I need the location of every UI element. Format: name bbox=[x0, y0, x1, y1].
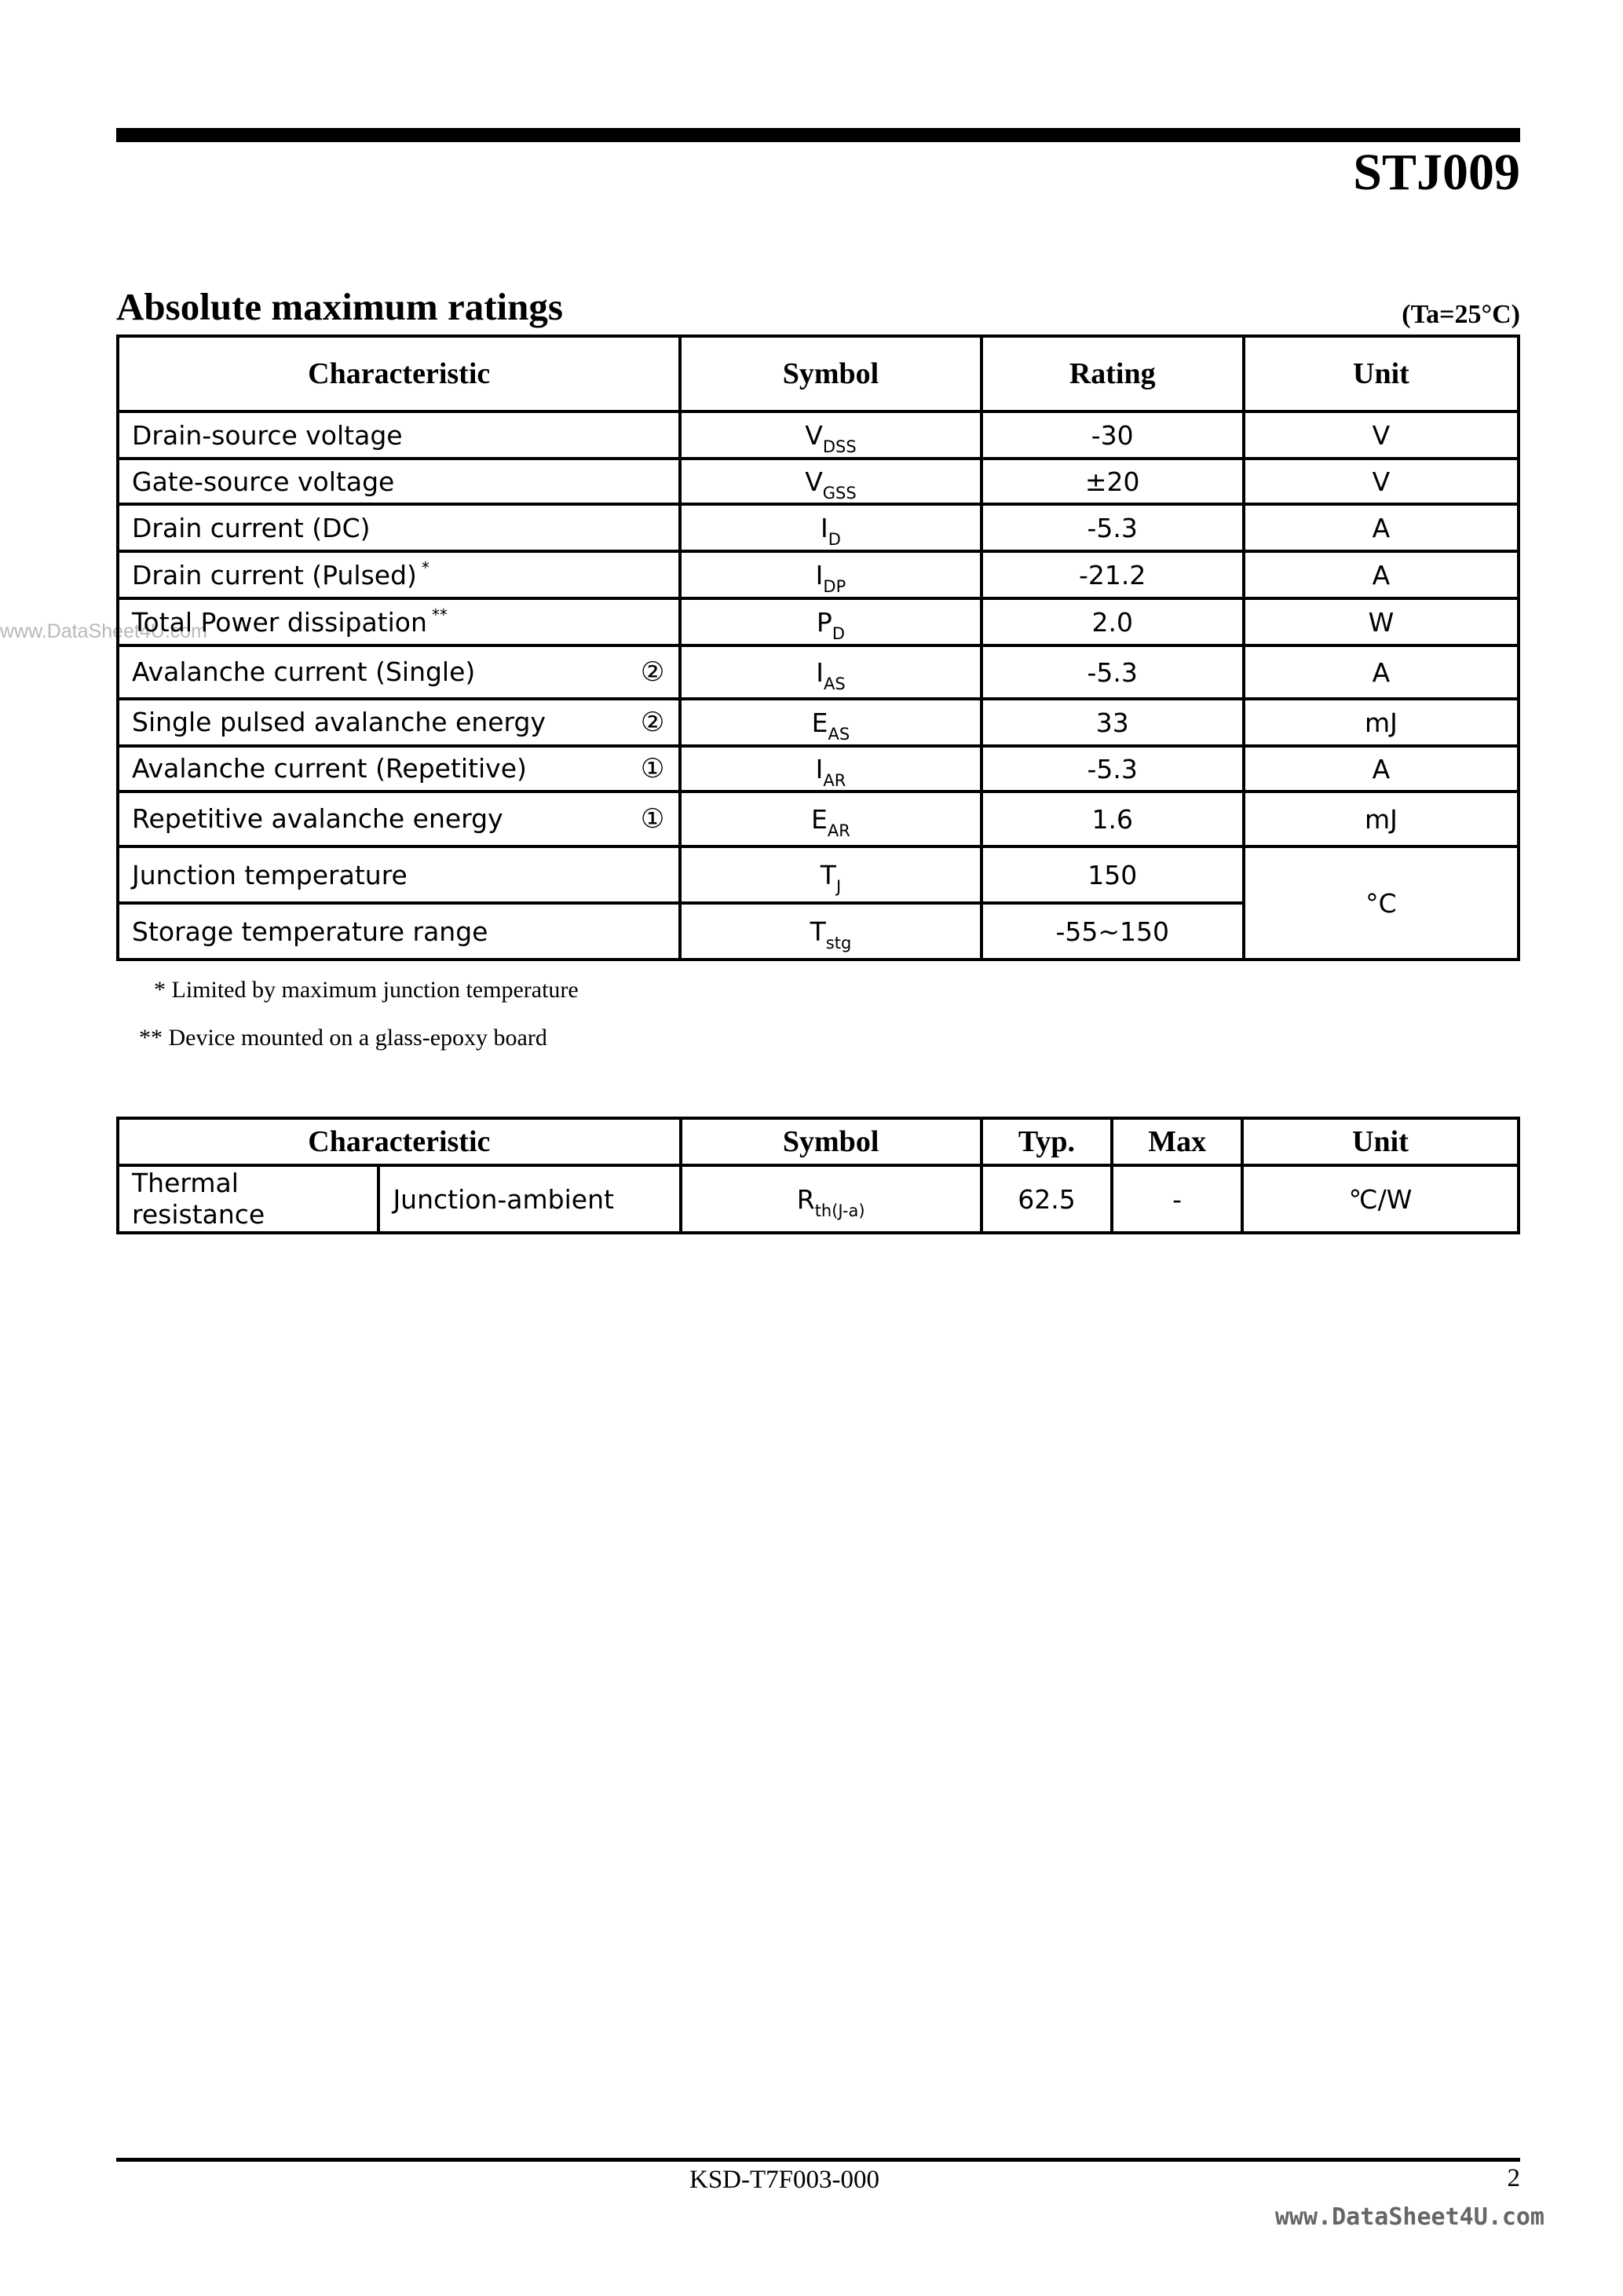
characteristic-cell bbox=[118, 846, 680, 903]
rating-cell: -55~150 bbox=[981, 903, 1244, 960]
header-unit: Unit bbox=[1242, 1118, 1519, 1165]
table-row bbox=[118, 411, 1519, 459]
symbol-letter: I bbox=[815, 559, 824, 590]
rating-cell: -5.3 bbox=[981, 645, 1244, 699]
unit-cell: A bbox=[1244, 746, 1519, 792]
note-number: ① bbox=[640, 753, 665, 784]
unit-cell: A bbox=[1244, 551, 1519, 598]
header-characteristic: Characteristic bbox=[118, 1118, 681, 1165]
top-rule bbox=[116, 128, 1520, 142]
symbol-letter: T bbox=[810, 916, 826, 947]
table-row bbox=[118, 645, 1519, 699]
thermal-symbol bbox=[681, 1165, 981, 1233]
characteristic-cell bbox=[118, 645, 680, 699]
symbol-cell bbox=[680, 699, 981, 746]
table-row bbox=[118, 792, 1519, 846]
rating-cell: 150 bbox=[981, 846, 1244, 903]
characteristic-cell bbox=[118, 792, 680, 846]
symbol-subscript: D bbox=[832, 623, 845, 643]
symbol-letter: I bbox=[815, 753, 824, 784]
thermal-max: - bbox=[1112, 1165, 1242, 1233]
header-max: Max bbox=[1112, 1118, 1242, 1165]
note-number: ① bbox=[640, 803, 665, 835]
rating-cell: 1.6 bbox=[981, 792, 1244, 846]
unit-cell: A bbox=[1244, 504, 1519, 551]
unit-cell: V bbox=[1244, 411, 1519, 459]
table-row bbox=[118, 1165, 1519, 1233]
symbol-subscript: DP bbox=[823, 576, 846, 596]
symbol-letter: R bbox=[796, 1183, 815, 1215]
table-row bbox=[118, 846, 1519, 903]
symbol-letter: P bbox=[816, 606, 832, 638]
section-title: Absolute maximum ratings bbox=[116, 285, 563, 328]
table-row bbox=[118, 459, 1519, 504]
table-row bbox=[118, 504, 1519, 551]
symbol-subscript: AR bbox=[827, 821, 850, 840]
characteristic-cell bbox=[118, 746, 680, 792]
unit-cell: W bbox=[1244, 598, 1519, 645]
note-number: ② bbox=[640, 707, 665, 738]
rating-cell: -21.2 bbox=[981, 551, 1244, 598]
rating-cell: -30 bbox=[981, 411, 1244, 459]
header-symbol: Symbol bbox=[680, 336, 981, 411]
table-row bbox=[118, 746, 1519, 792]
symbol-letter: V bbox=[805, 419, 823, 451]
symbol-letter: I bbox=[816, 656, 824, 688]
characteristic-cell bbox=[118, 699, 680, 746]
document-code: KSD-T7F003-000 bbox=[689, 2166, 880, 2194]
characteristic-label: Avalanche current (Repetitive) bbox=[132, 753, 527, 784]
symbol-subscript: D bbox=[828, 529, 841, 549]
symbol-subscript: AS bbox=[823, 674, 846, 693]
symbol-cell bbox=[680, 551, 981, 598]
symbol-cell bbox=[680, 846, 981, 903]
footnote-2: ** Device mounted on a glass-epoxy board bbox=[139, 1025, 547, 1051]
header-rating: Rating bbox=[981, 336, 1244, 411]
thermal-unit: ℃/W bbox=[1242, 1165, 1519, 1233]
rating-cell: -5.3 bbox=[981, 504, 1244, 551]
symbol-subscript: AS bbox=[828, 724, 850, 744]
header-unit: Unit bbox=[1244, 336, 1519, 411]
rating-cell: 2.0 bbox=[981, 598, 1244, 645]
symbol-cell bbox=[680, 411, 981, 459]
characteristic-cell bbox=[118, 903, 680, 960]
symbol-subscript: th(J-a) bbox=[814, 1201, 865, 1220]
table-row bbox=[118, 598, 1519, 645]
characteristic-label: Avalanche current (Single) bbox=[132, 656, 476, 687]
characteristic-cell bbox=[118, 411, 680, 459]
unit-cell: mJ bbox=[1244, 792, 1519, 846]
characteristic-label: Total Power dissipation bbox=[132, 606, 427, 638]
unit-cell: V bbox=[1244, 459, 1519, 504]
ambient-condition: (Ta=25°C) bbox=[1402, 300, 1520, 329]
unit-cell: mJ bbox=[1244, 699, 1519, 746]
characteristic-label: Drain-source voltage bbox=[132, 419, 403, 451]
unit-cell: °C bbox=[1244, 846, 1519, 960]
thermal-characteristics-table bbox=[116, 1117, 1520, 1234]
symbol-cell bbox=[680, 746, 981, 792]
page-number: 2 bbox=[1507, 2164, 1520, 2192]
table-header-row bbox=[118, 1118, 1519, 1165]
characteristic-cell bbox=[118, 598, 680, 645]
characteristic-label: Drain current (Pulsed) bbox=[132, 559, 417, 590]
characteristic-label: Single pulsed avalanche energy bbox=[132, 707, 546, 737]
table-header-row bbox=[118, 336, 1519, 411]
symbol-subscript: J bbox=[835, 876, 842, 896]
symbol-subscript: AR bbox=[823, 770, 846, 790]
symbol-letter: T bbox=[820, 859, 836, 890]
symbol-cell bbox=[680, 459, 981, 504]
note-number: ② bbox=[640, 656, 665, 688]
part-number: STJ009 bbox=[1353, 144, 1520, 201]
symbol-subscript: DSS bbox=[822, 437, 857, 456]
rating-cell: 33 bbox=[981, 699, 1244, 746]
characteristic-cell bbox=[118, 504, 680, 551]
absolute-max-ratings-table bbox=[116, 335, 1520, 961]
footnote-mark: * bbox=[421, 558, 430, 577]
symbol-cell bbox=[680, 598, 981, 645]
footnote-mark: ** bbox=[431, 605, 448, 624]
watermark-right: www.DataSheet4U.com bbox=[1274, 2203, 1544, 2231]
bottom-rule bbox=[116, 2158, 1520, 2162]
table-row bbox=[118, 551, 1519, 598]
characteristic-cell bbox=[118, 551, 680, 598]
thermal-typ: 62.5 bbox=[981, 1165, 1113, 1233]
header-characteristic: Characteristic bbox=[118, 336, 680, 411]
watermark-left: www.DataSheet4U.com bbox=[0, 620, 208, 642]
symbol-letter: V bbox=[805, 466, 823, 497]
thermal-characteristic: Thermal resistance bbox=[118, 1165, 378, 1233]
symbol-letter: I bbox=[821, 512, 828, 543]
symbol-subscript: GSS bbox=[822, 483, 857, 503]
header-symbol: Symbol bbox=[681, 1118, 981, 1165]
thermal-condition: Junction-ambient bbox=[378, 1165, 680, 1233]
rating-cell: ±20 bbox=[981, 459, 1244, 504]
characteristic-label: Junction temperature bbox=[132, 859, 408, 890]
footnote-1: * Limited by maximum junction temperature bbox=[154, 977, 579, 1003]
header-typ: Typ. bbox=[981, 1118, 1113, 1165]
symbol-cell bbox=[680, 903, 981, 960]
symbol-cell bbox=[680, 792, 981, 846]
characteristic-label: Repetitive avalanche energy bbox=[132, 803, 503, 834]
rating-cell: -5.3 bbox=[981, 746, 1244, 792]
table-row bbox=[118, 699, 1519, 746]
characteristic-label: Gate-source voltage bbox=[132, 466, 395, 497]
characteristic-label: Storage temperature range bbox=[132, 916, 488, 947]
symbol-letter: E bbox=[811, 803, 828, 835]
symbol-cell bbox=[680, 645, 981, 699]
symbol-subscript: stg bbox=[825, 933, 852, 952]
characteristic-label: Drain current (DC) bbox=[132, 512, 371, 543]
symbol-letter: E bbox=[811, 707, 828, 738]
symbol-cell bbox=[680, 504, 981, 551]
characteristic-cell bbox=[118, 459, 680, 504]
unit-cell: A bbox=[1244, 645, 1519, 699]
